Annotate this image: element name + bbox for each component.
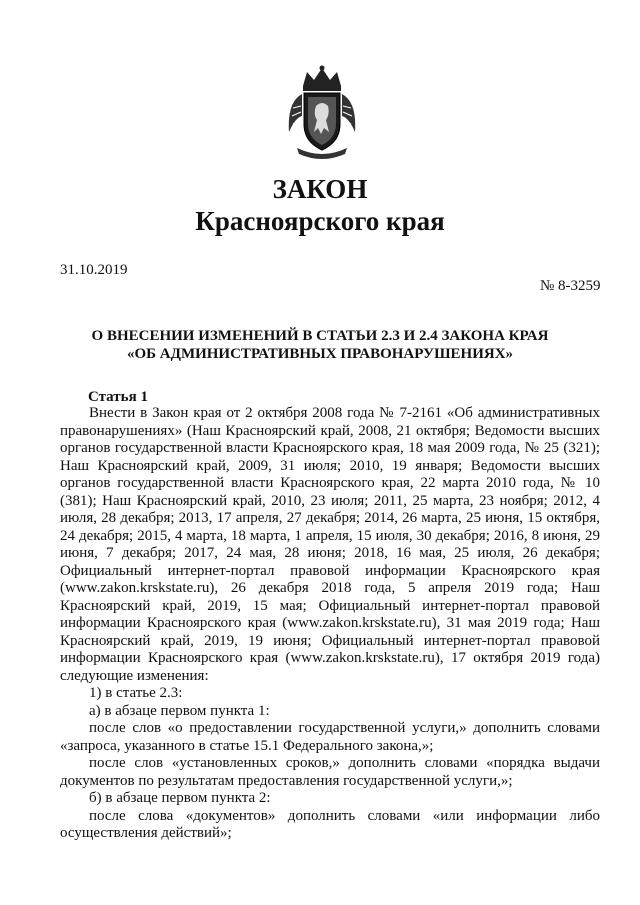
paragraph: б) в абзаце первом пункта 2: (89, 790, 271, 806)
heading-line-1: О ВНЕСЕНИИ ИЗМЕНЕНИЙ В СТАТЬИ 2.3 И 2.4 ЗАКОНА КРАЯ (91, 328, 549, 344)
paragraph: после слов «установленных сроков,» дополнить словами «порядка выдачи документов по результатам предоставления государственной услуги,»; (60, 755, 600, 789)
law-date: 31.10.2019 (60, 262, 128, 278)
paragraph: после слова «документов» дополнить словами «или информации либо осуществления действий»; (60, 807, 600, 841)
article-title: Статья 1 (88, 389, 148, 405)
article-body (60, 405, 600, 843)
heading-line-2: «ОБ АДМИНИСТРАТИВНЫХ ПРАВОНАРУШЕНИЯХ» (126, 346, 514, 362)
paragraph: 1) в статье 2.3: (89, 685, 183, 701)
law-heading (70, 327, 570, 363)
law-number: № 8-3259 (540, 278, 601, 294)
paragraph: а) в абзаце первом пункта 1: (89, 702, 270, 719)
coat-of-arms-emblem (283, 62, 361, 162)
region-title: Красноярского края (195, 206, 445, 236)
paragraph: после слов «о предоставлении государственной услуги,» дополнить словами «запроса, указанного в статье 15.1 Федерального закона,»; (60, 720, 600, 754)
law-title: ЗАКОН (272, 174, 368, 204)
paragraph: Внести в Закон края от 2 октября 2008 года № 7-2161 «Об административных правонарушениях» (Наш Красноярский край, 2008, 21 октября; Ведомости высших органов государственной власти Красноярского края, 18 мая 2009 года, № 25 (321); Наш Красноярский край, 2009, 31 июля; 2010, 19 января; Ведомости высших органов государственной власти Красноярского края, 22 марта 2010 года, № 10 (381); Наш Красноярский край, 2010, 23 июля; 2011, 25 марта, 23 ноября; 2012, 4 июля, 28 декабря; 2013, 17 апреля, 27 декабря; 2014, 26 марта, 25 июня, 15 октября, 24 декабря; 2015, 4 марта, 18 марта, 1 апреля, 15 июля, 30 декабря; 2016, 8 июня, 29 июня, 7 декабря; 2017, 24 мая, 28 июня; 2018, 16 мая, 25 июля, 26 декабря; Официальный интернет-портал правовой информации Красноярского края (www.zakon.krskstate.ru), 26 декабря 2018 года, 5 апреля 2019 года; Наш Красноярский край, 2019, 15 мая; Официальный интернет-портал правовой информации Красноярского края (www.zakon.krskstate.ru), 31 мая 2019 года; Наш Красноярский край, 2019, 19 июня; Официальный интернет-портал правовой информации Красноярского края (www.zakon.krskstate.ru), 17 октября 2019 года) следующие изменения: (60, 405, 600, 684)
